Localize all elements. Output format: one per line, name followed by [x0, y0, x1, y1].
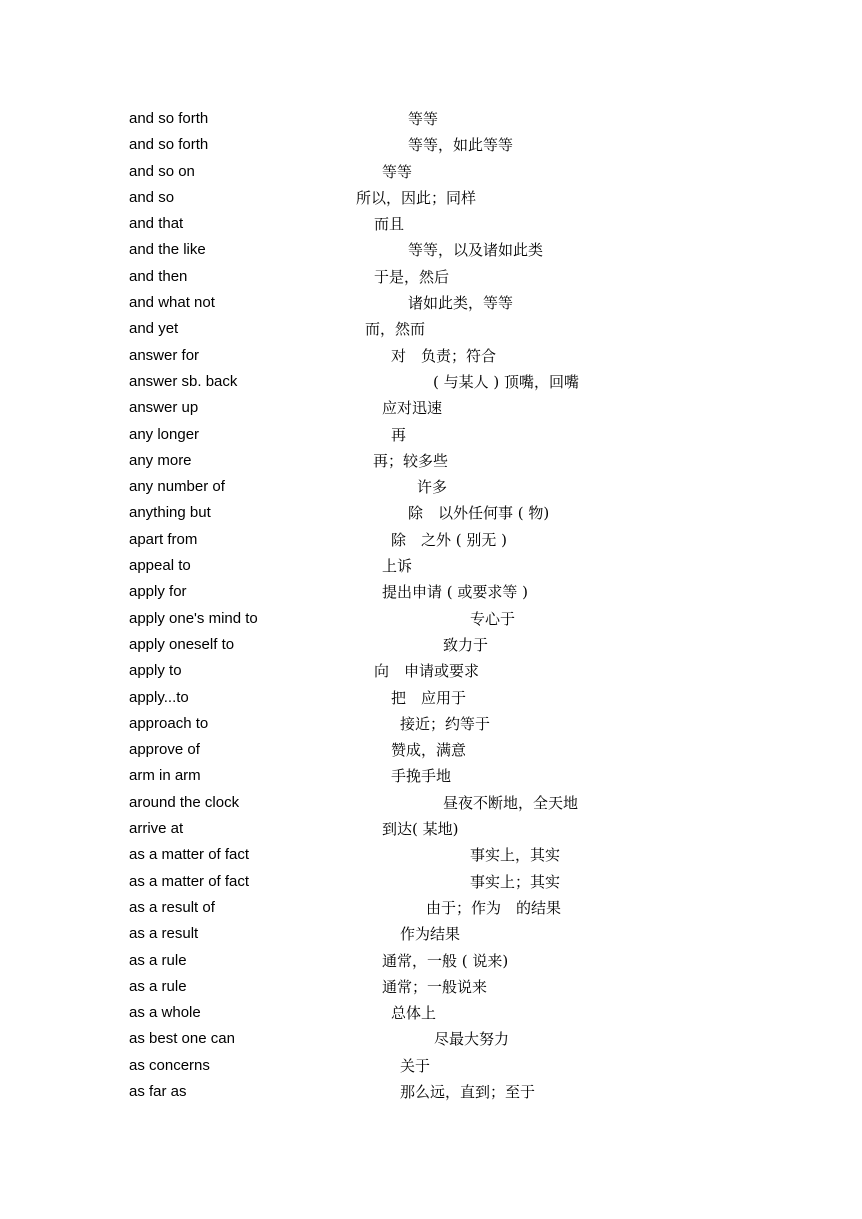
entry-phrase: as concerns: [129, 1056, 210, 1074]
entry-phrase: around the clock: [129, 793, 240, 811]
entry-phrase: answer for: [129, 346, 200, 364]
dictionary-entry: [0, 212, 862, 238]
entry-meaning: 总体上: [391, 1004, 437, 1023]
entry-meaning: 等等，如此等等: [408, 136, 514, 155]
entry-phrase: anything but: [129, 504, 211, 522]
entry-meaning: 提出申请 ( 或要求等 ): [382, 583, 529, 602]
dictionary-entry: [0, 975, 862, 1001]
dictionary-entry: [0, 1001, 862, 1027]
dictionary-entry: [0, 370, 862, 396]
dictionary-entry: [0, 133, 862, 159]
dictionary-entry: [0, 423, 862, 449]
dictionary-entry: [0, 896, 862, 922]
dictionary-entry: [0, 317, 862, 343]
entry-phrase: appeal to: [129, 557, 191, 575]
dictionary-entry: [0, 554, 862, 580]
dictionary-entry: [0, 817, 862, 843]
entry-phrase: apply...to: [129, 688, 189, 706]
entry-meaning: 对 负责；符合: [391, 346, 497, 365]
dictionary-entry: [0, 764, 862, 790]
entry-phrase: as a matter of fact: [129, 846, 250, 864]
entry-meaning: 专心于: [470, 609, 516, 628]
entry-phrase: and so on: [129, 162, 195, 180]
entry-phrase: any number of: [129, 478, 225, 496]
entry-phrase: as a whole: [129, 1004, 201, 1022]
entry-meaning: 昼夜不断地，全天地: [443, 793, 579, 812]
entry-phrase: as a rule: [129, 951, 187, 969]
entry-meaning: 手挽手地: [391, 767, 452, 786]
entry-meaning: 许多: [417, 478, 448, 497]
dictionary-entry: [0, 922, 862, 948]
dictionary-entry: [0, 1027, 862, 1053]
entry-meaning: 等等，以及诸如此类: [408, 241, 544, 260]
entry-meaning: 事实上；其实: [470, 872, 561, 891]
entry-phrase: as a matter of fact: [129, 872, 250, 890]
entry-phrase: as a result of: [129, 898, 215, 916]
dictionary-entry: [0, 738, 862, 764]
entry-meaning: 尽最大努力: [434, 1030, 510, 1049]
entry-phrase: and so forth: [129, 136, 209, 154]
entry-phrase: answer up: [129, 399, 199, 417]
dictionary-entry: [0, 870, 862, 896]
dictionary-entry: [0, 791, 862, 817]
dictionary-entry: [0, 949, 862, 975]
dictionary-entry: [0, 344, 862, 370]
entry-meaning: 于是，然后: [374, 267, 450, 286]
dictionary-entry: [0, 686, 862, 712]
entry-meaning: 通常，一般 ( 说来): [382, 951, 509, 970]
dictionary-entry: [0, 475, 862, 501]
entry-phrase: apply oneself to: [129, 635, 235, 653]
entry-phrase: answer sb. back: [129, 372, 238, 390]
dictionary-entry: [0, 160, 862, 186]
entry-phrase: any more: [129, 451, 192, 469]
entry-meaning: 作为结果: [400, 925, 461, 944]
entry-meaning: 所以，因此；同样: [356, 188, 477, 207]
entry-meaning: 通常；一般说来: [382, 977, 488, 996]
entry-meaning: 由于；作为 的结果: [426, 898, 562, 917]
entry-meaning: 诸如此类，等等: [408, 294, 514, 313]
entry-meaning: 向 申请或要求: [374, 662, 480, 681]
entry-phrase: approve of: [129, 741, 200, 759]
entry-meaning: 再；较多些: [373, 451, 449, 470]
entry-meaning: 而且: [374, 215, 405, 234]
entry-meaning: 那么远，直到；至于: [400, 1082, 536, 1101]
dictionary-entry: [0, 580, 862, 606]
dictionary-entry: [0, 107, 862, 133]
dictionary-entry: [0, 449, 862, 475]
entry-phrase: and yet: [129, 320, 179, 338]
dictionary-entry: [0, 238, 862, 264]
entry-phrase: apply one's mind to: [129, 609, 258, 627]
entry-phrase: any longer: [129, 425, 200, 443]
dictionary-entry: [0, 1080, 862, 1106]
entry-meaning: 接近；约等于: [400, 714, 491, 733]
entry-meaning: 到达( 某地): [382, 820, 459, 839]
entry-meaning: 上诉: [382, 557, 413, 576]
entry-phrase: as best one can: [129, 1030, 235, 1048]
entry-phrase: and that: [129, 215, 184, 233]
entry-phrase: and then: [129, 267, 188, 285]
entry-phrase: arrive at: [129, 820, 184, 838]
entry-meaning: 事实上，其实: [470, 846, 561, 865]
entry-phrase: as a result: [129, 925, 199, 943]
entry-phrase: arm in arm: [129, 767, 201, 785]
entry-meaning: 除 以外任何事 ( 物): [408, 504, 550, 523]
entry-meaning: 再: [391, 425, 407, 444]
entry-meaning: 应对迅速: [382, 399, 443, 418]
entry-meaning: ( 与某人 ) 顶嘴，回嘴: [433, 372, 580, 391]
entry-meaning: 除 之外 ( 别无 ): [391, 530, 508, 549]
dictionary-entry: [0, 501, 862, 527]
entry-phrase: as a rule: [129, 977, 187, 995]
dictionary-entry: [0, 633, 862, 659]
entry-meaning: 致力于: [443, 635, 489, 654]
dictionary-entry: [0, 396, 862, 422]
entry-phrase: and so forth: [129, 110, 209, 127]
entry-phrase: apart from: [129, 530, 198, 548]
dictionary-entry: [0, 607, 862, 633]
entry-meaning: 赞成，满意: [391, 741, 467, 760]
entry-phrase: approach to: [129, 714, 209, 732]
dictionary-entry: [0, 659, 862, 685]
entry-meaning: 等等: [408, 110, 439, 128]
entry-phrase: and what not: [129, 294, 215, 312]
entry-phrase: and the like: [129, 241, 206, 259]
entry-meaning: 等等: [382, 162, 413, 181]
dictionary-entry: [0, 528, 862, 554]
phrase-list: [0, 107, 862, 1106]
dictionary-entry: [0, 843, 862, 869]
entry-meaning: 关于: [400, 1056, 431, 1075]
entry-phrase: and so: [129, 188, 175, 206]
dictionary-entry: [0, 712, 862, 738]
entry-meaning: 把 应用于: [391, 688, 467, 707]
dictionary-entry: [0, 265, 862, 291]
entry-phrase: apply to: [129, 662, 182, 680]
dictionary-entry: [0, 186, 862, 212]
entry-meaning: 而，然而: [365, 320, 426, 339]
entry-phrase: apply for: [129, 583, 187, 601]
dictionary-entry: [0, 1054, 862, 1080]
entry-phrase: as far as: [129, 1082, 187, 1100]
dictionary-entry: [0, 291, 862, 317]
